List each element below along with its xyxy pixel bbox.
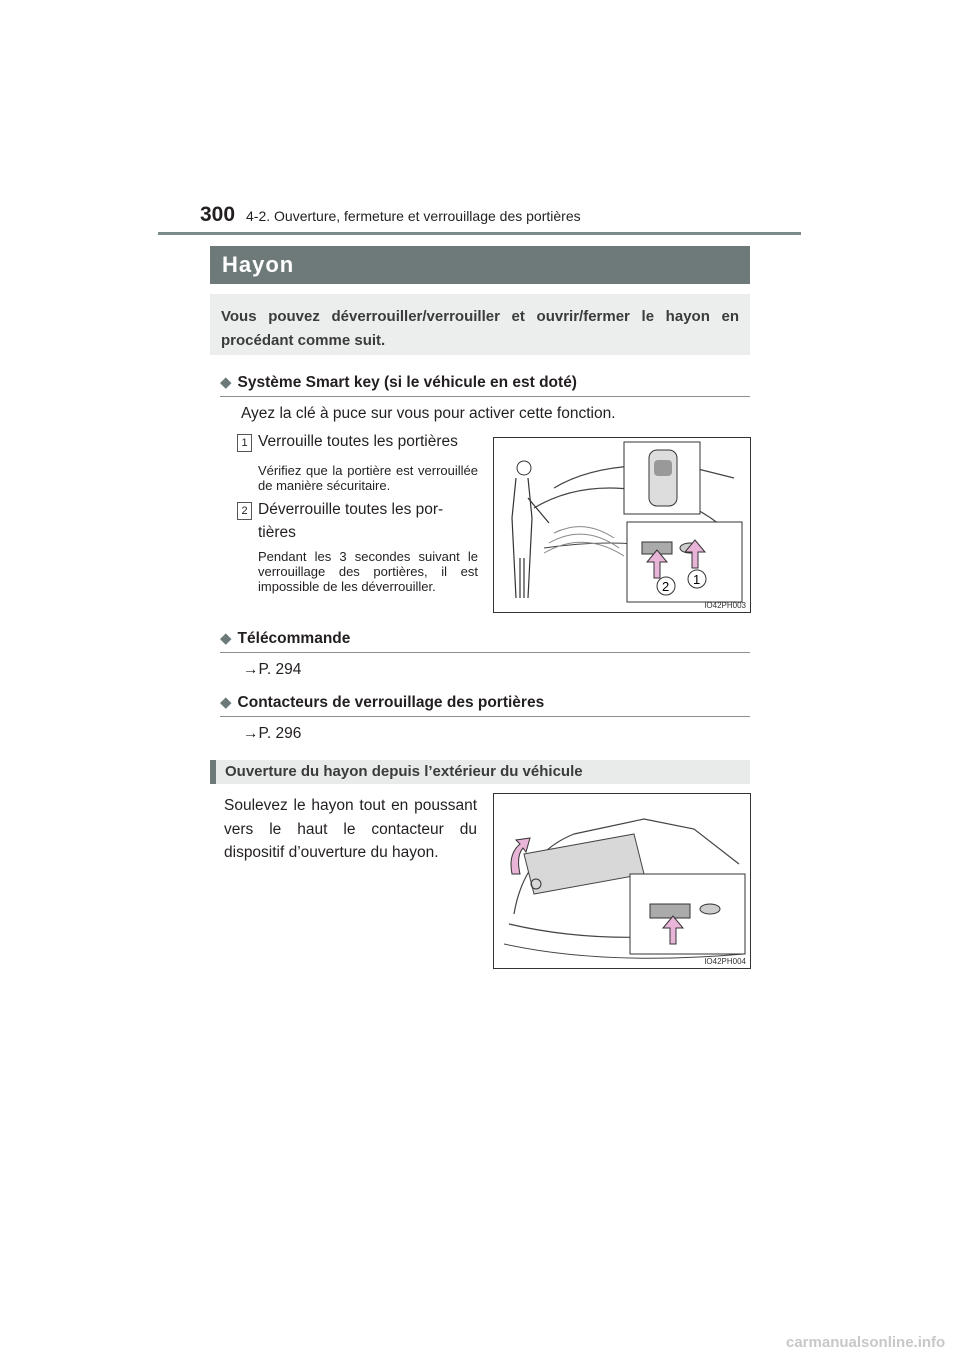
section-title-bar (210, 246, 750, 284)
watermark: carmanualsonline.info (786, 1334, 946, 1351)
diamond-icon: ◆ (220, 694, 232, 711)
subheading-rule (220, 652, 750, 653)
subheading-rule (220, 716, 750, 717)
door-switches-heading-text: Contacteurs de verrouillage des portières (237, 694, 545, 711)
opening-section-bar (210, 760, 750, 784)
diamond-icon: ◆ (220, 374, 232, 391)
item-number-2: 2 (237, 502, 252, 520)
tailgate-illustration (494, 794, 750, 968)
diamond-icon: ◆ (220, 630, 232, 647)
remote-heading-text: Télécommande (237, 630, 351, 647)
item-2-note: Pendant les 3 secondes suivant le verrouillage des portières, il est impossible de les déverrouiller. (258, 549, 478, 594)
callout-2: 2 (662, 579, 670, 594)
smart-key-figure (493, 437, 751, 613)
item-1-note: Vérifiez que la portière est verrouillée de manière sécuritaire. (258, 463, 478, 493)
page-number: 300 (200, 203, 236, 226)
header-rule (158, 232, 801, 235)
opening-text: Soulevez le hayon tout en poussant vers le haut le contacteur du dispositif d’ouverture du hayon. (224, 797, 477, 861)
smart-key-instruction: Ayez la clé à puce sur vous pour activer cette fonction. (241, 405, 616, 422)
door-switches-heading (220, 693, 544, 712)
remote-ref-link[interactable]: →P. 294 (243, 661, 302, 678)
callout-1: 1 (693, 572, 701, 587)
chapter-title: 4-2. Ouverture, fermeture et verrouillage des portières (246, 208, 581, 224)
remote-heading (220, 629, 350, 648)
item-2-label-line1: Déverrouille toutes les por- (258, 501, 444, 518)
door-switches-ref-link[interactable]: →P. 296 (243, 725, 302, 742)
opening-heading: Ouverture du hayon depuis l’extérieur du véhicule (225, 763, 583, 780)
figure-code: IO42PH004 (704, 957, 746, 966)
item-number-1: 1 (237, 434, 252, 452)
smart-key-heading (220, 373, 577, 392)
figure-code: IO42PH003 (704, 601, 746, 610)
page-title: Hayon (222, 252, 295, 277)
intro-box (210, 294, 750, 355)
item-2-label-line2: tières (258, 524, 296, 541)
smart-key-heading-text: Système Smart key (si le véhicule en est doté) (237, 374, 577, 391)
subheading-rule (220, 396, 750, 397)
section-stripe (210, 760, 216, 784)
intro-text: Vous pouvez déverrouiller/verrouiller et ouvrir/fermer le hayon en procédant comme suit. (221, 308, 739, 349)
opening-figure (493, 793, 751, 969)
smart-key-illustration (494, 438, 750, 612)
item-1-label: Verrouille toutes les portières (258, 433, 458, 450)
